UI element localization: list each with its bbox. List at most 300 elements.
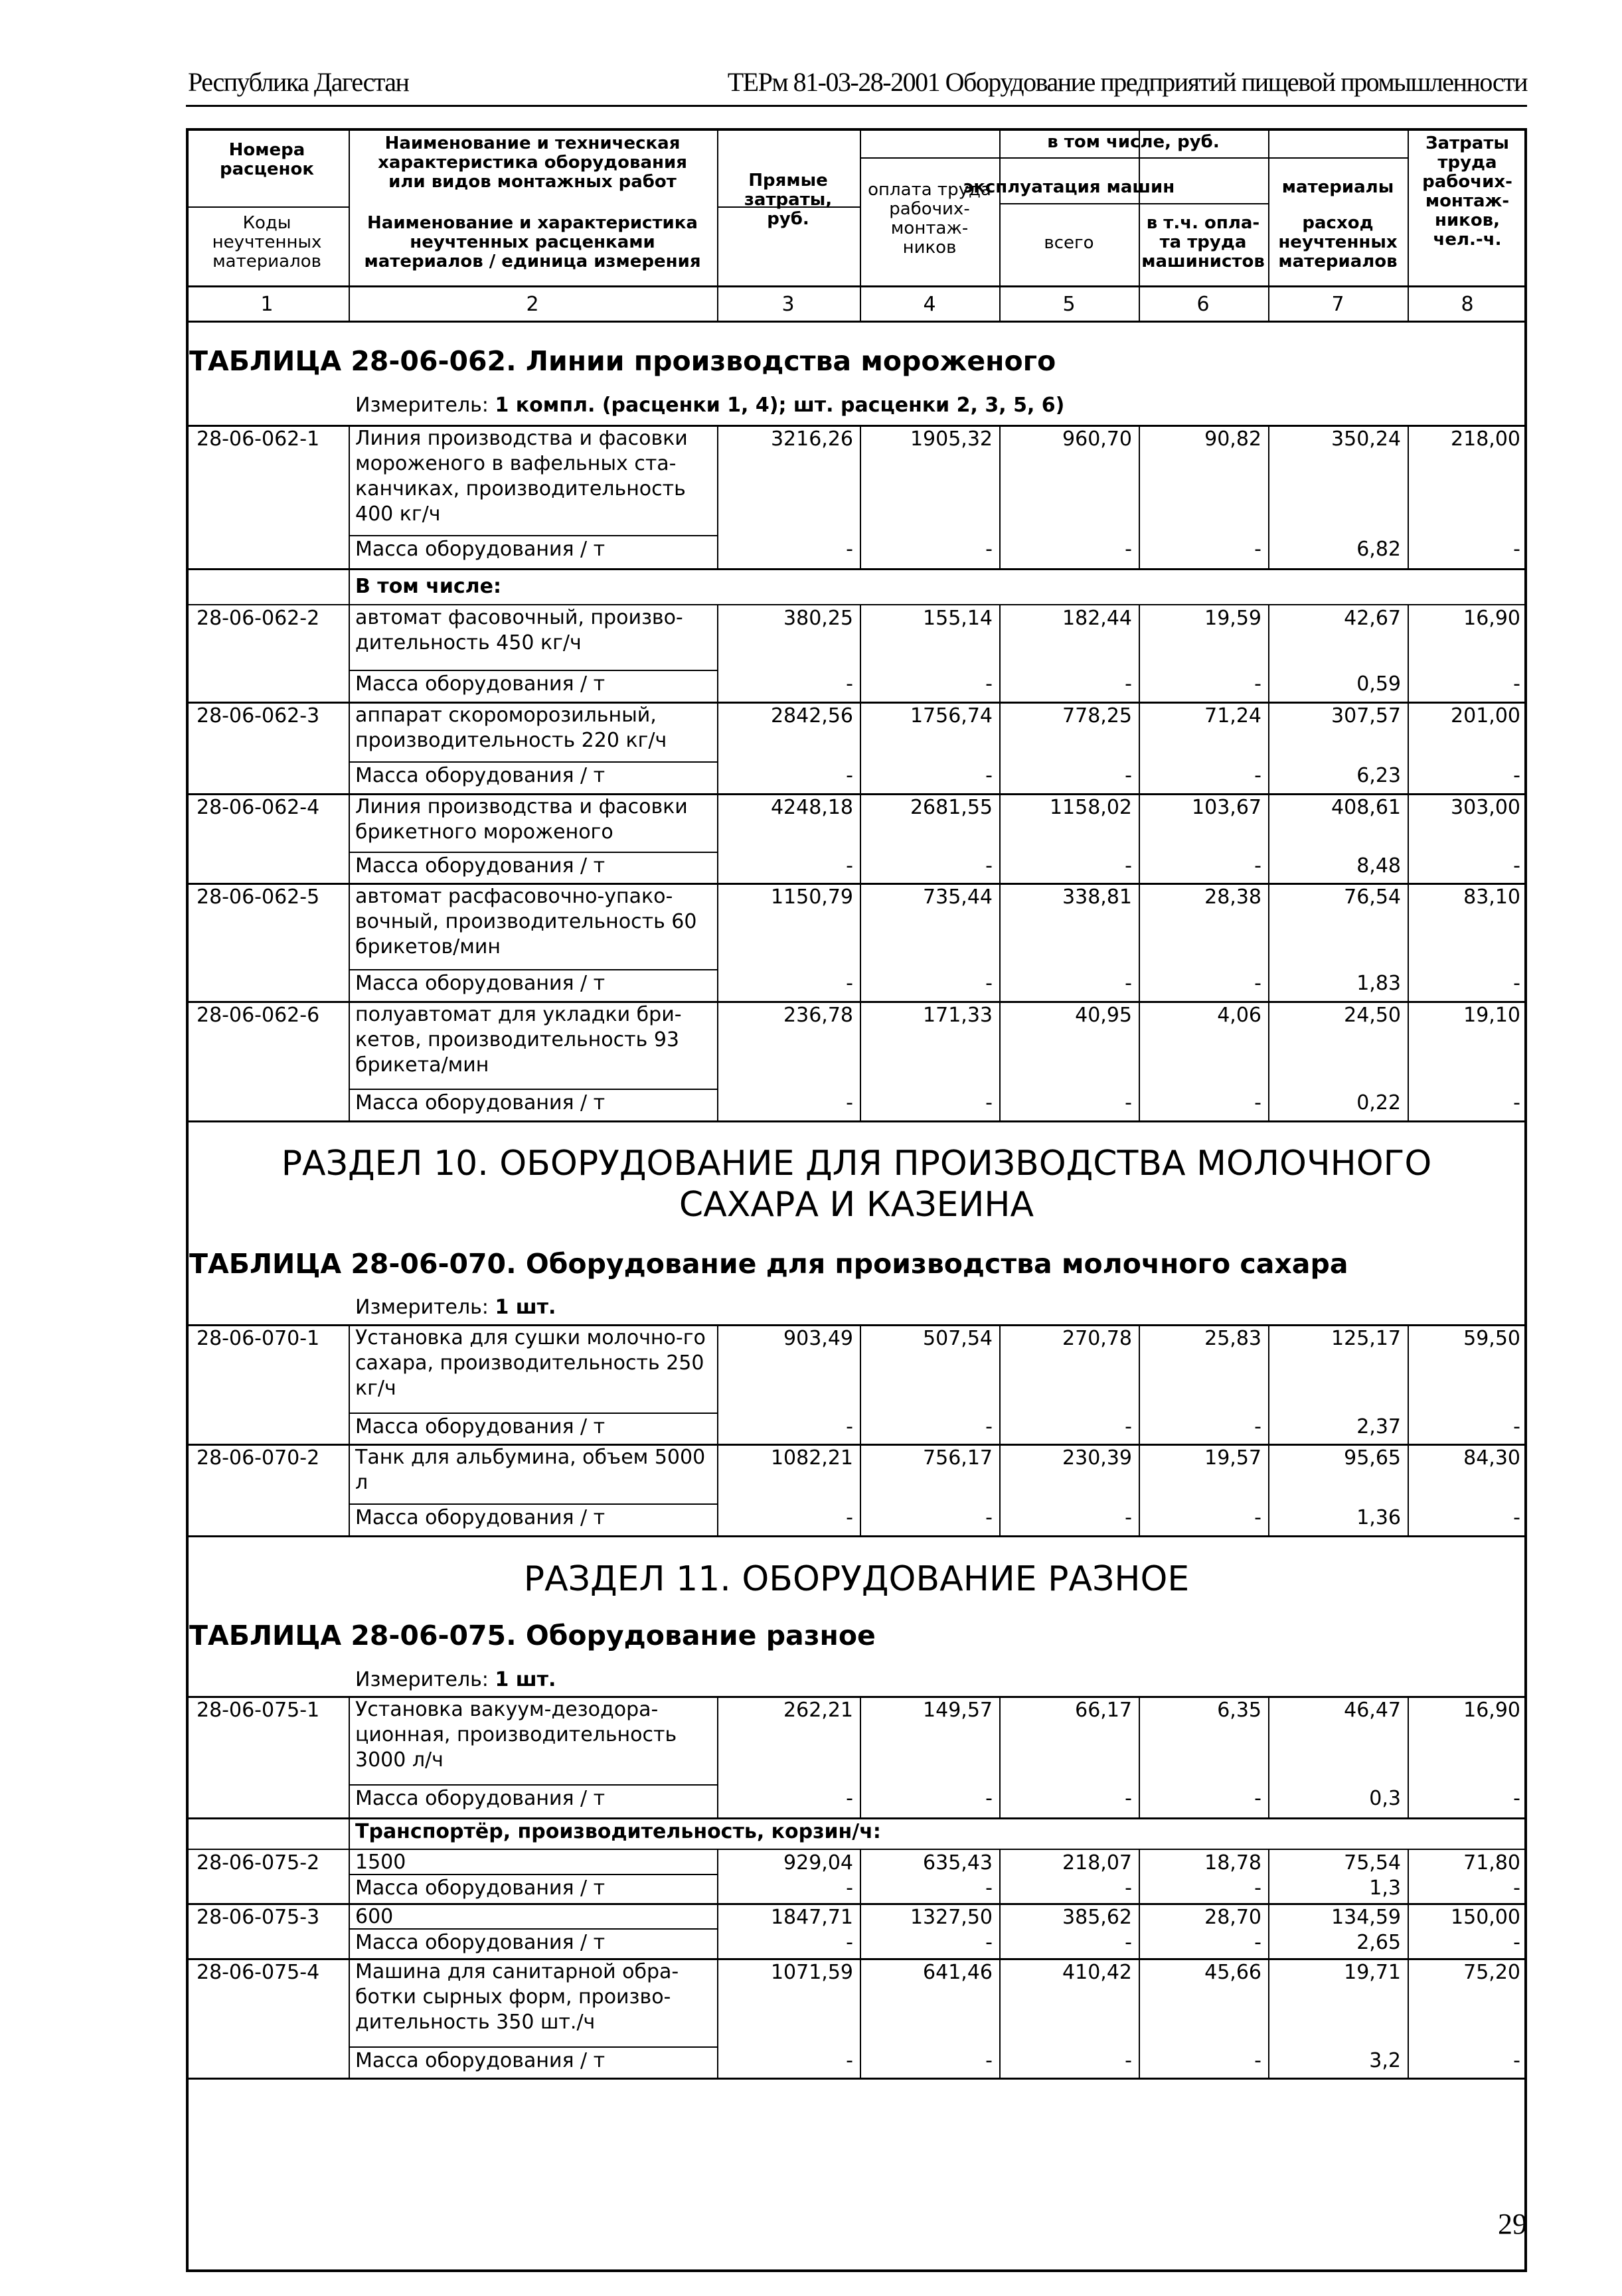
column-rule: [860, 883, 861, 1001]
table-070-row-mass-value: -: [1125, 1506, 1132, 1529]
column-rule: [349, 604, 350, 702]
table-070-row-mass-value: -: [1513, 1415, 1520, 1438]
table-062-row-mass-value: -: [846, 1091, 853, 1114]
column-rule: [1139, 425, 1140, 568]
column-number: 8: [1461, 293, 1474, 316]
table-070-measure: Измеритель: 1 шт.: [355, 1296, 556, 1319]
header-labor-hours: Затраты труда рабочих- монтаж- ников, чел.-ч.: [1422, 133, 1512, 250]
column-rule: [1408, 1001, 1409, 1120]
table-075-row-mass-value: 0,3: [1369, 1787, 1401, 1810]
table-062-row-value: 19,59: [1204, 607, 1261, 630]
column-rule: [717, 1849, 718, 1903]
table-062-row-value: 307,57: [1331, 704, 1401, 727]
column-rule: [1408, 604, 1409, 702]
header-material-name: Наименование и характеристика неучтенных расценками материалов / единица измерения: [364, 213, 701, 271]
column-rule: [1268, 1849, 1269, 1903]
table-062-row-value: 71,24: [1204, 704, 1261, 727]
table-070-row-mass-value: -: [846, 1506, 853, 1529]
column-rule: [1408, 1958, 1409, 2078]
table-062-row-description: аппарат скороморозильный, производительность 220 кг/ч: [355, 704, 667, 752]
table-075-row-value: 16,90: [1463, 1699, 1520, 1722]
column-rule: [1139, 1958, 1140, 2078]
table-062-row-value: 303,00: [1451, 796, 1520, 819]
column-rule: [1139, 128, 1140, 321]
table-070-row-value: 59,50: [1463, 1327, 1520, 1350]
table-062-row-value: 1158,02: [1049, 796, 1132, 819]
table-062-row-value: 171,33: [923, 1004, 993, 1027]
column-rule: [349, 702, 350, 793]
column-rule: [999, 425, 1001, 568]
table-075-row-value: 134,59: [1331, 1906, 1401, 1929]
table-062-row-mass-value: -: [1125, 1091, 1132, 1114]
column-rule: [349, 568, 350, 604]
table-070-row-mass-value: -: [1254, 1415, 1261, 1438]
table-062-row-mass-value: -: [846, 972, 853, 995]
column-rule: [1139, 702, 1140, 793]
header-rule: [186, 105, 1527, 107]
table-075-row-value: 149,57: [923, 1699, 993, 1722]
table-rule: [999, 203, 1268, 204]
table-062-row-value: 1756,74: [910, 704, 993, 727]
table-075-row-mass-value: -: [1513, 1787, 1520, 1810]
table-062-row-value: 778,25: [1062, 704, 1132, 727]
table-075-row-value: 410,42: [1062, 1961, 1132, 1984]
table-062-row-mass-value: -: [846, 764, 853, 787]
table-062-row-code: 28-06-062-5: [197, 885, 320, 909]
column-rule: [717, 1444, 718, 1535]
table-062-row-description: Линия производства и фасовки брикетного мороженого: [355, 795, 688, 844]
table-070-row-mass-value: -: [1254, 1506, 1261, 1529]
column-rule: [999, 128, 1001, 321]
table-070-row-mass-value: -: [1125, 1415, 1132, 1438]
table-075-row-mass-label: Масса оборудования / т: [355, 1787, 606, 1810]
column-rule: [1139, 1696, 1140, 1817]
table-075-row-value: 46,47: [1344, 1699, 1401, 1722]
column-rule: [349, 1696, 350, 1817]
table-075-row-mass-value: -: [985, 1931, 993, 1954]
table-075-row-value: 218,07: [1062, 1851, 1132, 1875]
column-rule: [717, 1696, 718, 1817]
table-062-row-value: 4,06: [1217, 1004, 1261, 1027]
table-rule: [349, 1413, 717, 1414]
table-rule: [186, 285, 1527, 287]
table-062-row-code: 28-06-062-3: [197, 704, 320, 727]
table-075-row-value: 75,20: [1463, 1961, 1520, 1984]
table-062-row-mass-label: Масса оборудования / т: [355, 672, 606, 696]
table-062-row-mass-value: -: [985, 1091, 993, 1114]
table-062-row-value: 103,67: [1192, 796, 1261, 819]
table-075-row-mass-value: 3,2: [1369, 2049, 1401, 2072]
page-number: 29: [1498, 2208, 1527, 2240]
column-rule: [1408, 1696, 1409, 1817]
table-062-row-value: 236,78: [783, 1004, 853, 1027]
header-materials: материалы: [1281, 177, 1394, 197]
table-070-row-value: 95,65: [1344, 1446, 1401, 1470]
table-062-row-mass-value: 6,23: [1356, 764, 1401, 787]
header-machine-operation: эксплуатация машин: [963, 177, 1175, 197]
table-070-row-value: 507,54: [923, 1327, 993, 1350]
table-062-row-value: 1150,79: [770, 885, 853, 909]
table-062-subheading: В том числе:: [355, 575, 501, 598]
table-070-row-value: 25,83: [1204, 1327, 1261, 1350]
table-062-row-value: 4248,18: [770, 796, 853, 819]
table-070-row-mass-label: Масса оборудования / т: [355, 1506, 606, 1529]
table-075-row-mass-label: Масса оборудования / т: [355, 1876, 606, 1900]
table-062-row-value: 350,24: [1331, 427, 1401, 451]
column-rule: [999, 1696, 1001, 1817]
table-rule: [186, 604, 1527, 605]
table-075-row-value: 45,66: [1204, 1961, 1261, 1984]
column-rule: [349, 793, 350, 883]
table-062-row-value: 28,38: [1204, 885, 1261, 909]
table-075-row-description: 600: [355, 1905, 394, 1928]
column-rule: [1139, 1849, 1140, 1903]
table-075-row-mass-value: 1,3: [1369, 1876, 1401, 1900]
column-rule: [349, 883, 350, 1001]
table-075-row-value: 641,46: [923, 1961, 993, 1984]
table-075-row-value: 28,70: [1204, 1906, 1261, 1929]
column-rule: [1408, 702, 1409, 793]
table-062-row-mass-value: -: [985, 538, 993, 561]
table-062-row-mass-value: 1,83: [1356, 972, 1401, 995]
table-075-row-code: 28-06-075-2: [197, 1851, 320, 1875]
column-rule: [349, 1903, 350, 1958]
column-rule: [999, 883, 1001, 1001]
table-070-row-value: 1082,21: [770, 1446, 853, 1470]
table-062-row-code: 28-06-062-4: [197, 796, 320, 819]
table-070-row-value: 230,39: [1062, 1446, 1132, 1470]
column-rule: [717, 702, 718, 793]
column-rule: [860, 793, 861, 883]
header-document-title: ТЕРм 81-03-28-2001 Оборудование предприятий пищевой промышленности: [727, 67, 1527, 97]
table-062-row-mass-label: Масса оборудования / т: [355, 764, 606, 787]
table-070-title: ТАБЛИЦА 28-06-070. Оборудование для производства молочного сахара: [189, 1248, 1348, 1280]
table-070-row-mass-value: 2,37: [1356, 1415, 1401, 1438]
table-062-row-mass-value: -: [1513, 672, 1520, 696]
column-rule: [1139, 1444, 1140, 1535]
column-rule: [717, 1903, 718, 1958]
table-062-row-mass-value: -: [1513, 538, 1520, 561]
table-075-row-mass-value: -: [846, 1876, 853, 1900]
table-062-row-mass-value: 0,22: [1356, 1091, 1401, 1114]
table-070-row-mass-value: -: [846, 1415, 853, 1438]
column-rule: [1268, 1324, 1269, 1444]
table-062-row-mass-value: -: [985, 854, 993, 878]
table-062-row-mass-value: -: [1254, 972, 1261, 995]
table-075-row-code: 28-06-075-3: [197, 1906, 320, 1929]
table-062-row-mass-label: Масса оборудования / т: [355, 854, 606, 878]
column-rule: [860, 702, 861, 793]
column-rule: [349, 1001, 350, 1120]
column-rule: [1139, 604, 1140, 702]
table-075-row-mass-value: -: [846, 1931, 853, 1954]
table-062-row-mass-value: -: [1125, 764, 1132, 787]
column-rule: [860, 1903, 861, 1958]
table-rule: [186, 1120, 1527, 1122]
table-062-row-value: 218,00: [1451, 427, 1520, 451]
column-number: 4: [923, 293, 936, 316]
table-062-row-value: 83,10: [1463, 885, 1520, 909]
column-rule: [717, 604, 718, 702]
table-062-row-value: 182,44: [1062, 607, 1132, 630]
column-rule: [1268, 128, 1269, 321]
table-075-row-value: 18,78: [1204, 1851, 1261, 1875]
column-rule: [1408, 128, 1409, 321]
table-062-row-value: 155,14: [923, 607, 993, 630]
table-075-row-mass-value: -: [1254, 1787, 1261, 1810]
column-rule: [717, 425, 718, 568]
table-rule: [186, 206, 349, 208]
table-075-row-description: Машина для санитарной обра-ботки сырных форм, произво-дительность 350 шт./ч: [355, 1960, 679, 2034]
table-062-row-code: 28-06-062-2: [197, 607, 320, 630]
table-075-row-value: 262,21: [783, 1699, 853, 1722]
table-075-row-mass-value: -: [846, 1787, 853, 1810]
table-062-row-mass-value: -: [1513, 854, 1520, 878]
table-062-row-mass-value: -: [846, 854, 853, 878]
column-rule: [860, 1696, 861, 1817]
table-rule: [349, 969, 717, 970]
column-rule: [349, 1958, 350, 2078]
table-075-row-value: 19,71: [1344, 1961, 1401, 1984]
table-062-row-mass-value: -: [1254, 1091, 1261, 1114]
table-rule: [186, 1817, 1527, 1819]
column-rule: [860, 425, 861, 568]
column-rule: [717, 793, 718, 883]
section-10-title: РАЗДЕЛ 10. ОБОРУДОВАНИЕ ДЛЯ ПРОИЗВОДСТВА МОЛОЧНОГО САХАРА И КАЗЕИНА: [281, 1144, 1432, 1225]
table-062-row-mass-value: 0,59: [1356, 672, 1401, 696]
column-rule: [1268, 604, 1269, 702]
header-work-name: Наименование и техническая характеристика оборудования или видов монтажных работ: [378, 133, 687, 192]
table-062-row-code: 28-06-062-1: [197, 427, 320, 451]
table-062-row-value: 960,70: [1062, 427, 1132, 451]
table-062-title: ТАБЛИЦА 28-06-062. Линии производства мороженого: [189, 345, 1056, 377]
table-075-row-code: 28-06-075-1: [197, 1699, 320, 1722]
table-062-row-mass-value: -: [1125, 538, 1132, 561]
table-062-row-value: 16,90: [1463, 607, 1520, 630]
header-machinist-pay: в т.ч. опла- та труда машинистов: [1141, 213, 1265, 271]
table-070-row-mass-value: -: [985, 1415, 993, 1438]
column-rule: [1408, 883, 1409, 1001]
table-062-row-code: 28-06-062-6: [197, 1004, 320, 1027]
column-number: 1: [260, 293, 274, 316]
column-rule: [860, 604, 861, 702]
table-075-row-value: 1847,71: [770, 1906, 853, 1929]
column-rule: [999, 604, 1001, 702]
column-rule: [860, 128, 861, 321]
table-062-row-description: автомат расфасовочно-упако-вочный, производительность 60 брикетов/мин: [355, 885, 697, 958]
column-rule: [349, 1324, 350, 1444]
column-number: 5: [1062, 293, 1076, 316]
column-number: 7: [1331, 293, 1344, 316]
table-062-row-description: Линия производства и фасовки мороженого в вафельных ста-канчиках, производительность 400 кг/ч: [355, 427, 688, 526]
column-rule: [999, 1001, 1001, 1120]
table-062-row-value: 1905,32: [910, 427, 993, 451]
column-rule: [999, 1324, 1001, 1444]
table-062-row-mass-value: -: [1125, 672, 1132, 696]
column-rule: [349, 1849, 350, 1903]
table-062-row-mass-label: Масса оборудования / т: [355, 538, 606, 561]
table-075-measure: Измеритель: 1 шт.: [355, 1668, 556, 1691]
section-11-title: РАЗДЕЛ 11. ОБОРУДОВАНИЕ РАЗНОЕ: [523, 1559, 1190, 1599]
table-075-title: ТАБЛИЦА 28-06-075. Оборудование разное: [189, 1620, 876, 1651]
table-062-row-value: 19,10: [1463, 1004, 1520, 1027]
table-062-row-value: 2681,55: [910, 796, 993, 819]
table-070-row-description: Танк для альбумина, объем 5000 л: [355, 1446, 706, 1494]
table-062-row-mass-label: Масса оборудования / т: [355, 1091, 606, 1114]
table-062-row-value: 380,25: [783, 607, 853, 630]
table-075-row-mass-value: -: [1125, 1876, 1132, 1900]
table-070-row-description: Установка для сушки молочно-го сахара, производительность 250 кг/ч: [355, 1326, 706, 1400]
column-rule: [999, 1903, 1001, 1958]
column-rule: [349, 425, 350, 568]
header-material-usage: расход неучтенных материалов: [1278, 213, 1398, 271]
table-062-row-mass-value: -: [1254, 854, 1261, 878]
table-062-measure: Измеритель: 1 компл. (расценки 1, 4); шт. расценки 2, 3, 5, 6): [355, 394, 1065, 417]
column-rule: [1268, 1696, 1269, 1817]
table-070-row-code: 28-06-070-1: [197, 1327, 320, 1350]
table-070-row-value: 19,57: [1204, 1446, 1261, 1470]
table-075-row-value: 929,04: [783, 1851, 853, 1875]
table-062-row-value: 338,81: [1062, 885, 1132, 909]
column-rule: [860, 1958, 861, 2078]
table-062-row-description: автомат фасовочный, произво-дительность 450 кг/ч: [355, 606, 683, 654]
table-062-row-mass-value: -: [1254, 672, 1261, 696]
table-rule: [186, 2078, 1527, 2080]
table-075-row-mass-label: Масса оборудования / т: [355, 1931, 606, 1954]
column-rule: [860, 1444, 861, 1535]
table-rule: [349, 761, 717, 763]
column-rule: [860, 1324, 861, 1444]
column-rule: [1408, 425, 1409, 568]
column-rule: [860, 1001, 861, 1120]
column-rule: [349, 1444, 350, 1535]
table-rule: [349, 1503, 717, 1505]
table-062-row-mass-value: -: [1125, 854, 1132, 878]
column-rule: [1139, 1903, 1140, 1958]
column-rule: [1139, 883, 1140, 1001]
column-rule: [349, 128, 350, 321]
column-rule: [1268, 425, 1269, 568]
table-075-row-mass-value: -: [985, 2049, 993, 2072]
table-070-row-mass-value: -: [1513, 1506, 1520, 1529]
column-rule: [1408, 1903, 1409, 1958]
header-material-codes: Коды неучтенных материалов: [212, 213, 322, 271]
table-075-row-mass-value: -: [1513, 1931, 1520, 1954]
header-labor-pay: оплата труда рабочих- монтаж- ников: [868, 180, 991, 258]
table-075-row-code: 28-06-075-4: [197, 1961, 320, 1984]
table-rule: [349, 852, 717, 853]
table-075-row-mass-value: -: [1125, 1787, 1132, 1810]
column-rule: [1139, 793, 1140, 883]
table-rule: [349, 1928, 717, 1930]
table-075-row-mass-value: 2,65: [1356, 1931, 1401, 1954]
column-rule: [717, 1958, 718, 2078]
header-region: Республика Дагестан: [188, 67, 409, 97]
table-062-row-value: 90,82: [1204, 427, 1261, 451]
table-075-row-mass-value: -: [1513, 2049, 1520, 2072]
table-075-row-mass-value: -: [1254, 2049, 1261, 2072]
table-070-row-mass-value: -: [985, 1506, 993, 1529]
column-number: 2: [526, 293, 539, 316]
table-062-row-description: полуавтомат для укладки бри-кетов, производительность 93 брикета/мин: [355, 1003, 682, 1077]
column-rule: [717, 128, 718, 321]
table-075-row-mass-value: -: [985, 1787, 993, 1810]
table-rule: [349, 1784, 717, 1786]
table-rule: [186, 1535, 1527, 1537]
table-075-row-value: 6,35: [1217, 1699, 1261, 1722]
table-062-row-value: 408,61: [1331, 796, 1401, 819]
column-rule: [1139, 1001, 1140, 1120]
table-070-row-value: 270,78: [1062, 1327, 1132, 1350]
column-rule: [1268, 1001, 1269, 1120]
table-070-row-value: 84,30: [1463, 1446, 1520, 1470]
table-062-row-mass-value: -: [1513, 764, 1520, 787]
table-062-row-value: 201,00: [1451, 704, 1520, 727]
table-070-row-code: 28-06-070-2: [197, 1446, 320, 1470]
column-rule: [999, 1444, 1001, 1535]
table-075-row-description: 1500: [355, 1851, 406, 1874]
table-075-row-description: Установка вакуум-дезодора-ционная, производительность 3000 л/ч: [355, 1698, 677, 1772]
table-075-row-value: 75,54: [1344, 1851, 1401, 1875]
column-number: 6: [1196, 293, 1210, 316]
table-062-row-mass-value: -: [1254, 764, 1261, 787]
column-rule: [860, 1849, 861, 1903]
table-075-row-value: 66,17: [1075, 1699, 1132, 1722]
table-075-row-mass-label: Масса оборудования / т: [355, 2049, 606, 2072]
table-070-row-mass-label: Масса оборудования / т: [355, 1415, 606, 1438]
header-rate-number: Номера расценок: [220, 140, 314, 179]
table-062-row-value: 3216,26: [770, 427, 853, 451]
column-rule: [999, 1958, 1001, 2078]
column-rule: [999, 1849, 1001, 1903]
table-rule: [349, 670, 717, 671]
column-rule: [999, 702, 1001, 793]
table-062-row-mass-value: -: [846, 672, 853, 696]
table-062-row-value: 24,50: [1344, 1004, 1401, 1027]
table-062-row-mass-value: -: [1513, 1091, 1520, 1114]
header-including-group: в том числе, руб.: [1047, 132, 1220, 152]
table-062-row-mass-value: -: [1254, 538, 1261, 561]
table-075-row-value: 385,62: [1062, 1906, 1132, 1929]
table-075-row-mass-value: -: [1125, 1931, 1132, 1954]
table-062-row-mass-value: -: [985, 764, 993, 787]
column-rule: [1408, 793, 1409, 883]
table-062-row-mass-value: 8,48: [1356, 854, 1401, 878]
table-rule: [349, 2046, 717, 2048]
table-062-row-value: 76,54: [1344, 885, 1401, 909]
column-rule: [717, 883, 718, 1001]
table-070-row-mass-value: 1,36: [1356, 1506, 1401, 1529]
table-062-row-value: 40,95: [1075, 1004, 1132, 1027]
column-number: 3: [781, 293, 795, 316]
table-075-row-value: 1327,50: [910, 1906, 993, 1929]
table-075-row-value: 71,80: [1463, 1851, 1520, 1875]
table-070-row-value: 125,17: [1331, 1327, 1401, 1350]
table-075-subheading: Транспортёр, производительность, корзин/ч:: [355, 1820, 881, 1843]
table-062-row-mass-value: -: [985, 672, 993, 696]
column-rule: [1408, 1849, 1409, 1903]
column-rule: [1268, 1903, 1269, 1958]
table-075-row-value: 1071,59: [770, 1961, 853, 1984]
table-075-row-mass-value: -: [985, 1876, 993, 1900]
table-070-row-value: 756,17: [923, 1446, 993, 1470]
header-machine-total: всего: [1044, 233, 1094, 253]
header-direct-costs: Прямые затраты, руб.: [744, 171, 833, 229]
table-062-row-value: 42,67: [1344, 607, 1401, 630]
table-rule: [860, 157, 1408, 159]
table-rule: [186, 568, 1527, 570]
table-rule: [186, 321, 1527, 323]
